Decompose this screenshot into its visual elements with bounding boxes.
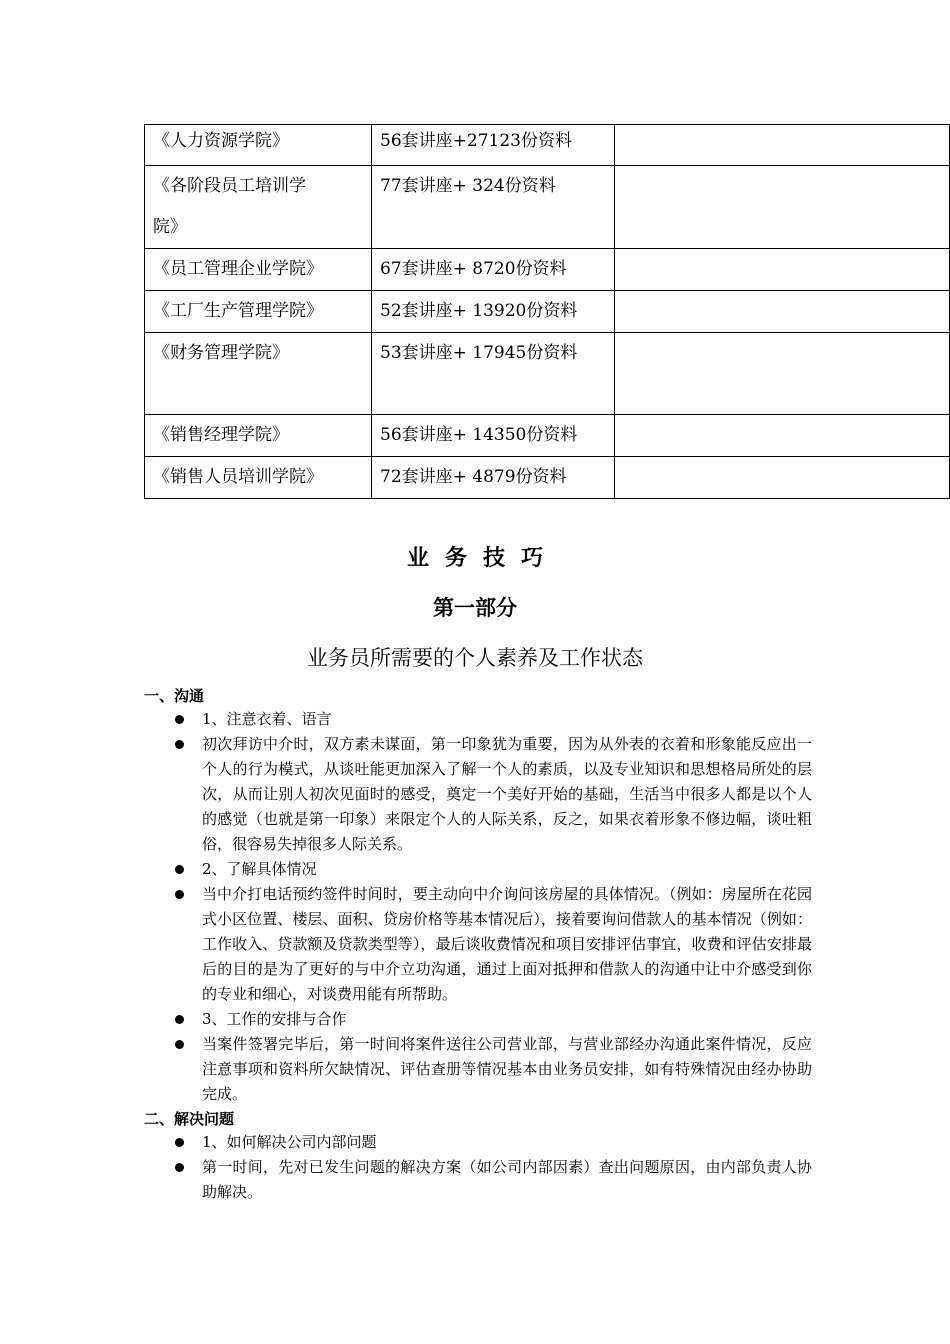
communication-list xyxy=(172,707,812,1107)
table-cell-name: 《销售经理学院》 xyxy=(145,415,372,457)
bullet-icon xyxy=(175,740,184,749)
table-cell-note xyxy=(615,457,950,499)
list-item xyxy=(172,1007,812,1032)
bullet-icon xyxy=(175,1163,184,1172)
resource-table-container xyxy=(144,124,950,499)
table-cell-note xyxy=(615,333,950,415)
table-cell-desc: 52套讲座+ 13920份资料 xyxy=(372,291,615,333)
table-cell-name-text: 《各阶段员工培训学院》 xyxy=(153,176,306,237)
list-item xyxy=(172,1155,812,1205)
table-cell-note xyxy=(615,291,950,333)
table-cell-name: 《销售人员培训学院》 xyxy=(145,457,372,499)
table-cell-name: 《财务管理学院》 xyxy=(145,333,372,415)
table-row xyxy=(145,333,950,415)
list-item xyxy=(172,707,812,732)
table-cell-note xyxy=(615,415,950,457)
list-item-text: 2、了解具体情况 xyxy=(202,860,317,878)
list-item-text: 3、工作的安排与合作 xyxy=(202,1010,347,1028)
table-cell-name: 《员工管理企业学院》 xyxy=(145,249,372,291)
table-cell-note xyxy=(615,166,950,249)
doc-subtitle: 业务员所需要的个人素养及工作状态 xyxy=(307,646,643,670)
list-item xyxy=(172,882,812,1007)
bullet-icon xyxy=(175,890,184,899)
list-item-text: 当中介打电话预约签件时间时，要主动向中介询问该房屋的具体情况。（例如：房屋所在花园式小区位置、楼层、面积、贷房价格等基本情况后），接着要询问借款人的基本情况（例如：工作收入、贷款额及贷款类型等），最后谈收费情况和项目安排评估事宜，收费和评估安排最后的目的是为了更好的与中介立功沟通，通过上面对抵押和借款人的沟通中让中介感受到你的专业和细心，对谈费用能有所帮助。 xyxy=(202,885,812,1003)
bullet-icon xyxy=(175,1138,184,1147)
doc-part-title: 第一部分 xyxy=(433,595,517,620)
table-row xyxy=(145,291,950,333)
bullet-icon xyxy=(175,865,184,874)
bullet-icon xyxy=(175,1015,184,1024)
list-item-text: 第一时间，先对已发生问题的解决方案（如公司内部因素）查出问题原因，由内部负责人协助解决。 xyxy=(202,1158,812,1201)
list-item-text: 1、注意衣着、语言 xyxy=(202,710,332,728)
resource-table xyxy=(144,124,950,499)
table-row xyxy=(145,166,950,249)
table-cell-desc: 56套讲座+ 14350份资料 xyxy=(372,415,615,457)
bullet-icon xyxy=(175,715,184,724)
table-cell-desc: 56套讲座+27123份资料 xyxy=(372,125,615,166)
table-cell-note xyxy=(615,125,950,166)
table-row xyxy=(145,249,950,291)
list-item-text: 当案件签署完毕后，第一时间将案件送往公司营业部，与营业部经办沟通此案件情况，反应注意事项和资料所欠缺情况、评估查册等情况基本由业务员安排，如有特殊情况由经办协助完成。 xyxy=(202,1035,812,1103)
bullet-icon xyxy=(175,1040,184,1049)
table-cell-name: 《工厂生产管理学院》 xyxy=(145,291,372,333)
table-row xyxy=(145,457,950,499)
table-cell-note xyxy=(615,249,950,291)
problem-solving-list xyxy=(172,1130,812,1205)
table-cell-desc: 77套讲座+ 324份资料 xyxy=(372,166,615,249)
table-row xyxy=(145,415,950,457)
table-cell-desc xyxy=(372,333,615,415)
list-item xyxy=(172,1130,812,1155)
section-heading-problem-solving: 二、解决问题 xyxy=(144,1110,235,1128)
table-cell-desc: 67套讲座+ 8720份资料 xyxy=(372,249,615,291)
table-cell-desc-text: 53套讲座+ 17945份资料 xyxy=(380,343,578,363)
list-item xyxy=(172,732,812,857)
table-cell-name: 《人力资源学院》 xyxy=(145,125,372,166)
table-row xyxy=(145,125,950,166)
doc-title: 业务技巧 xyxy=(406,545,559,571)
section-heading-communication: 一、沟通 xyxy=(144,687,205,705)
table-cell-desc: 72套讲座+ 4879份资料 xyxy=(372,457,615,499)
list-item-text: 初次拜访中介时，双方素未谋面，第一印象犹为重要，因为从外表的衣着和形象能反应出一个人的行为模式，从谈吐能更加深入了解一个人的素质，以及专业知识和思想格局所处的层次，从而让别人初次见面时的感受，奠定一个美好开始的基础，生活当中很多人都是以个人的感觉（也就是第一印象）来限定个人的人际关系，反之，如果衣着形象不修边幅，谈吐粗俗，很容易失掉很多人际关系。 xyxy=(202,735,812,853)
list-item-text: 1、如何解决公司内部问题 xyxy=(202,1133,377,1151)
list-item xyxy=(172,857,812,882)
list-item xyxy=(172,1032,812,1107)
table-cell-name xyxy=(145,166,372,249)
